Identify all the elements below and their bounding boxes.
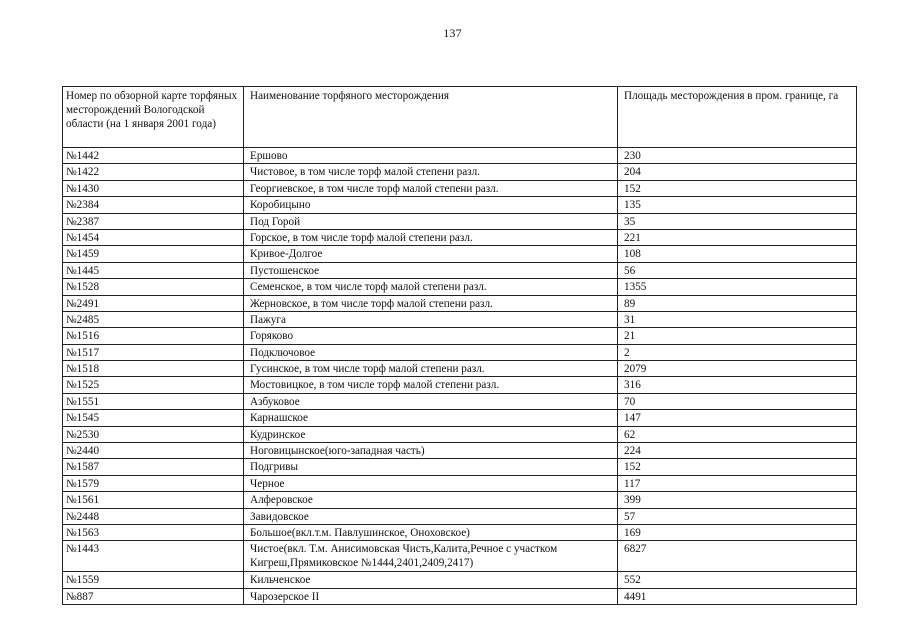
deposit-name: Чарозерское II (244, 588, 618, 604)
deposit-number: №2387 (63, 213, 244, 229)
deposit-area: 89 (618, 295, 857, 311)
deposit-area: 4491 (618, 588, 857, 604)
deposit-area: 1355 (618, 279, 857, 295)
deposit-area: 35 (618, 213, 857, 229)
table-row (63, 246, 857, 262)
deposit-area: 316 (618, 377, 857, 393)
deposit-number: №1445 (63, 262, 244, 278)
deposit-number: №2448 (63, 508, 244, 524)
deposit-number: №2384 (63, 197, 244, 213)
deposit-number: №887 (63, 588, 244, 604)
deposit-number: №2491 (63, 295, 244, 311)
deposit-number: №1459 (63, 246, 244, 262)
deposit-area: 31 (618, 311, 857, 327)
deposit-number: №1454 (63, 229, 244, 245)
deposit-area: 152 (618, 459, 857, 475)
deposit-name: Кривое-Долгое (244, 246, 618, 262)
table-row (63, 197, 857, 213)
deposit-number: №1518 (63, 361, 244, 377)
deposit-number: №1430 (63, 180, 244, 196)
deposit-number: №1528 (63, 279, 244, 295)
deposit-name: Мостовицкое, в том числе торф малой степени разл. (244, 377, 618, 393)
table-row (63, 262, 857, 278)
table-row (63, 311, 857, 327)
deposit-name: Гусинское, в том числе торф малой степени разл. (244, 361, 618, 377)
table-row (63, 295, 857, 311)
deposit-area: 21 (618, 328, 857, 344)
deposit-area: 56 (618, 262, 857, 278)
deposit-name: Ершово (244, 148, 618, 164)
peat-deposits-table (62, 86, 857, 605)
table-row (63, 541, 857, 572)
deposit-number: №1579 (63, 475, 244, 491)
header-number: Номер по обзорной карте торфяных месторождений Вологодской области (на 1 января 2001 года) (63, 87, 244, 148)
deposit-number: №1587 (63, 459, 244, 475)
deposit-name: Черное (244, 475, 618, 491)
table-row (63, 588, 857, 604)
deposit-area: 117 (618, 475, 857, 491)
table-row (63, 229, 857, 245)
deposit-name: Завидовское (244, 508, 618, 524)
table-row (63, 164, 857, 180)
deposit-area: 152 (618, 180, 857, 196)
table-row (63, 344, 857, 360)
deposit-name: Азбуковое (244, 393, 618, 409)
table-row (63, 492, 857, 508)
deposit-name: Чистовое, в том числе торф малой степени разл. (244, 164, 618, 180)
deposit-number: №1443 (63, 541, 244, 572)
deposit-name: Горяково (244, 328, 618, 344)
deposit-number: №1422 (63, 164, 244, 180)
table-row (63, 393, 857, 409)
deposit-name: Большое(вкл.т.м. Павлушинское, Оноховское) (244, 524, 618, 540)
deposit-name: Ноговицынское(юго-западная часть) (244, 443, 618, 459)
table-row (63, 572, 857, 588)
deposit-name: Подгривы (244, 459, 618, 475)
deposit-number: №1517 (63, 344, 244, 360)
deposit-area: 62 (618, 426, 857, 442)
deposit-name: Жерновское, в том числе торф малой степени разл. (244, 295, 618, 311)
table-row (63, 377, 857, 393)
table-row (63, 410, 857, 426)
table-row (63, 279, 857, 295)
deposit-area: 2 (618, 344, 857, 360)
deposit-name: Под Горой (244, 213, 618, 229)
header-area: Площадь месторождения в пром. границе, га (618, 87, 857, 148)
deposit-number: №2530 (63, 426, 244, 442)
deposit-area: 147 (618, 410, 857, 426)
deposit-area: 108 (618, 246, 857, 262)
deposit-name: Коробицыно (244, 197, 618, 213)
deposit-area: 135 (618, 197, 857, 213)
table-row (63, 524, 857, 540)
deposit-area: 221 (618, 229, 857, 245)
deposit-number: №1559 (63, 572, 244, 588)
deposit-name: Горское, в том числе торф малой степени разл. (244, 229, 618, 245)
deposit-area: 230 (618, 148, 857, 164)
table-row (63, 475, 857, 491)
page-number: 137 (443, 26, 462, 40)
deposit-area: 204 (618, 164, 857, 180)
deposit-area: 169 (618, 524, 857, 540)
deposit-area: 6827 (618, 541, 857, 572)
deposit-number: №1561 (63, 492, 244, 508)
deposit-area: 224 (618, 443, 857, 459)
deposit-name: Кудринское (244, 426, 618, 442)
deposit-area: 70 (618, 393, 857, 409)
deposit-name: Георгиевское, в том числе торф малой степени разл. (244, 180, 618, 196)
deposit-area: 552 (618, 572, 857, 588)
table-header-row (63, 87, 857, 148)
deposit-area: 57 (618, 508, 857, 524)
table-row (63, 443, 857, 459)
deposit-name: Семенское, в том числе торф малой степени разл. (244, 279, 618, 295)
deposit-number: №1516 (63, 328, 244, 344)
deposit-name: Кильченское (244, 572, 618, 588)
table-row (63, 361, 857, 377)
deposit-number: №2440 (63, 443, 244, 459)
table-row (63, 508, 857, 524)
deposit-name: Алферовское (244, 492, 618, 508)
deposit-area: 399 (618, 492, 857, 508)
deposit-area: 2079 (618, 361, 857, 377)
deposit-number: №1525 (63, 377, 244, 393)
deposit-number: №2485 (63, 311, 244, 327)
table-row (63, 148, 857, 164)
deposit-name: Подключовое (244, 344, 618, 360)
deposit-number: №1551 (63, 393, 244, 409)
deposit-number: №1442 (63, 148, 244, 164)
header-name: Наименование торфяного месторождения (244, 87, 618, 148)
table-row (63, 426, 857, 442)
deposit-name: Карнашское (244, 410, 618, 426)
table-row (63, 180, 857, 196)
table-row (63, 459, 857, 475)
deposit-name: Чистое(вкл. Т.м. Анисимовская Чисть,Калита,Речное с участком Кигреш,Прямиковское №1444,2401,2409,2417) (244, 541, 618, 572)
deposit-number: №1563 (63, 524, 244, 540)
deposit-name: Пажуга (244, 311, 618, 327)
table-row (63, 213, 857, 229)
table-row (63, 328, 857, 344)
deposit-name: Пустошенское (244, 262, 618, 278)
deposit-number: №1545 (63, 410, 244, 426)
